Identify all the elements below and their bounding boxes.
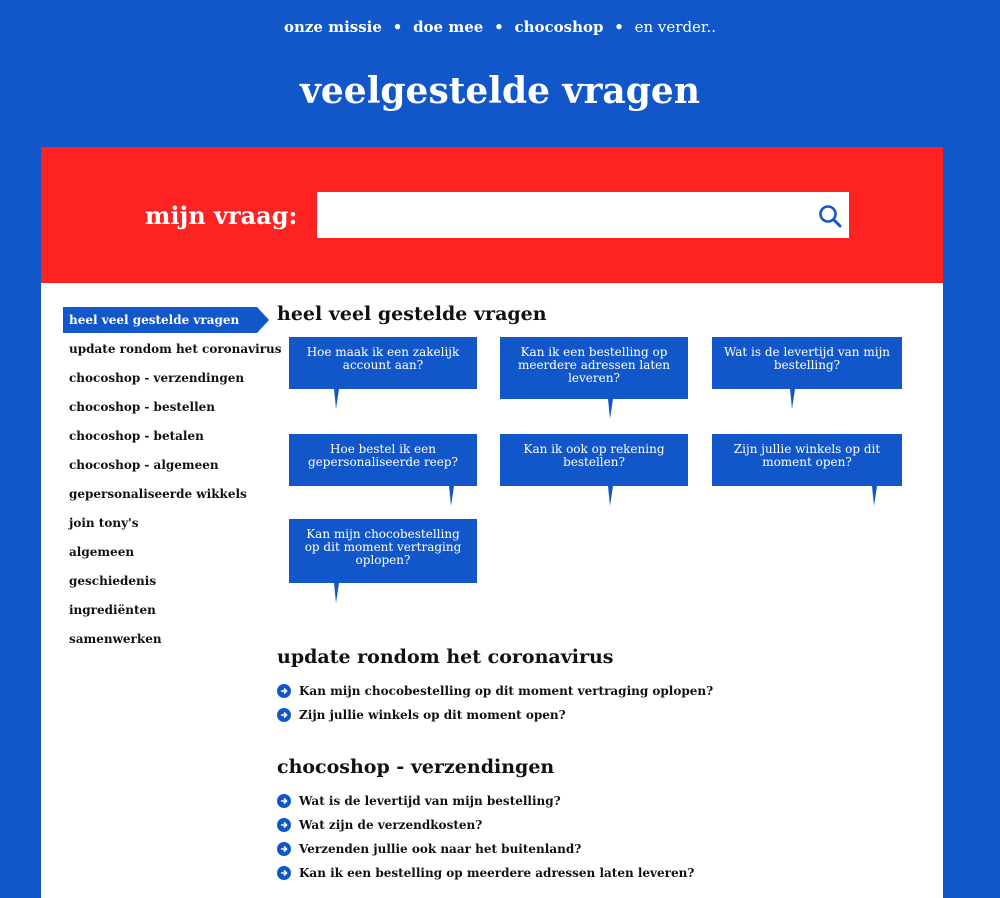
- verzendingen-question-list: [277, 789, 694, 885]
- list-item[interactable]: [277, 861, 694, 885]
- sidebar: [63, 307, 283, 655]
- page-title: veelgestelde vragen: [299, 70, 701, 112]
- arrow-right-icon: [277, 866, 291, 880]
- arrow-right-icon: [277, 842, 291, 856]
- nav-separator: •: [494, 18, 504, 36]
- sidebar-item-chocoshop-algemeen[interactable]: chocoshop - algemeen: [69, 458, 219, 472]
- faq-bubble[interactable]: Hoe maak ik een zakelijk account aan?: [289, 337, 477, 389]
- sidebar-item-algemeen[interactable]: algemeen: [69, 545, 135, 559]
- corona-question-list: [277, 679, 713, 727]
- sidebar-item-geschiedenis[interactable]: geschiedenis: [69, 574, 157, 588]
- top-nav: [0, 18, 1000, 36]
- faq-bubble[interactable]: Hoe bestel ik een gepersonaliseerde reep?: [289, 434, 477, 486]
- list-item[interactable]: [277, 813, 694, 837]
- question-text: Kan ik een bestelling op meerdere adressen laten leveren?: [299, 866, 695, 880]
- faq-bubble[interactable]: Kan mijn chocobestelling op dit moment vertraging oplopen?: [289, 519, 477, 583]
- nav-en-verder[interactable]: en verder..: [634, 18, 716, 36]
- arrow-right-icon: [277, 794, 291, 808]
- question-text: Wat is de levertijd van mijn bestelling?: [299, 794, 561, 808]
- nav-separator: •: [614, 18, 624, 36]
- nav-doe-mee[interactable]: doe mee: [413, 18, 484, 36]
- search-box: [317, 192, 849, 238]
- faq-bubble[interactable]: Wat is de levertijd van mijn bestelling?: [712, 337, 902, 389]
- sidebar-item-samenwerken[interactable]: samenwerken: [69, 632, 162, 646]
- list-item[interactable]: [277, 679, 713, 703]
- content-area: [41, 283, 943, 898]
- sidebar-item-join-tonys[interactable]: join tony's: [69, 516, 139, 530]
- search-input[interactable]: [317, 192, 849, 238]
- faq-bubble[interactable]: Zijn jullie winkels op dit moment open?: [712, 434, 902, 486]
- search-icon[interactable]: [817, 203, 843, 229]
- search-band: [41, 147, 943, 283]
- sidebar-item-coronavirus[interactable]: update rondom het coronavirus: [69, 342, 282, 356]
- question-text: Zijn jullie winkels op dit moment open?: [299, 708, 566, 722]
- nav-separator: •: [392, 18, 403, 36]
- search-label: mijn vraag:: [145, 201, 298, 230]
- sidebar-item-heel-veel-gestelde-vragen[interactable]: heel veel gestelde vragen: [63, 307, 257, 333]
- question-text: Kan mijn chocobestelling op dit moment vertraging oplopen?: [299, 684, 714, 698]
- sidebar-item-bestellen[interactable]: chocoshop - bestellen: [69, 400, 215, 414]
- nav-chocoshop[interactable]: chocoshop: [514, 18, 604, 36]
- section-title-verzendingen: chocoshop - verzendingen: [277, 756, 555, 778]
- list-item[interactable]: [277, 703, 713, 727]
- arrow-right-icon: [277, 708, 291, 722]
- list-item[interactable]: [277, 837, 694, 861]
- sidebar-item-betalen[interactable]: chocoshop - betalen: [69, 429, 204, 443]
- question-text: Verzenden jullie ook naar het buitenland?: [299, 842, 582, 856]
- section-title-corona: update rondom het coronavirus: [277, 646, 614, 668]
- faq-bubble[interactable]: Kan ik een bestelling op meerdere adressen laten leveren?: [500, 337, 688, 399]
- faq-bubble[interactable]: Kan ik ook op rekening bestellen?: [500, 434, 688, 486]
- sidebar-item-wikkels[interactable]: gepersonaliseerde wikkels: [69, 487, 247, 501]
- arrow-right-icon: [277, 818, 291, 832]
- section-title-faq: heel veel gestelde vragen: [277, 303, 547, 325]
- question-text: Wat zijn de verzendkosten?: [299, 818, 483, 832]
- list-item[interactable]: [277, 789, 694, 813]
- sidebar-item-ingredienten[interactable]: ingrediënten: [69, 603, 156, 617]
- sidebar-item-verzendingen[interactable]: chocoshop - verzendingen: [69, 371, 245, 385]
- nav-onze-missie[interactable]: onze missie: [284, 18, 382, 36]
- arrow-right-icon: [277, 684, 291, 698]
